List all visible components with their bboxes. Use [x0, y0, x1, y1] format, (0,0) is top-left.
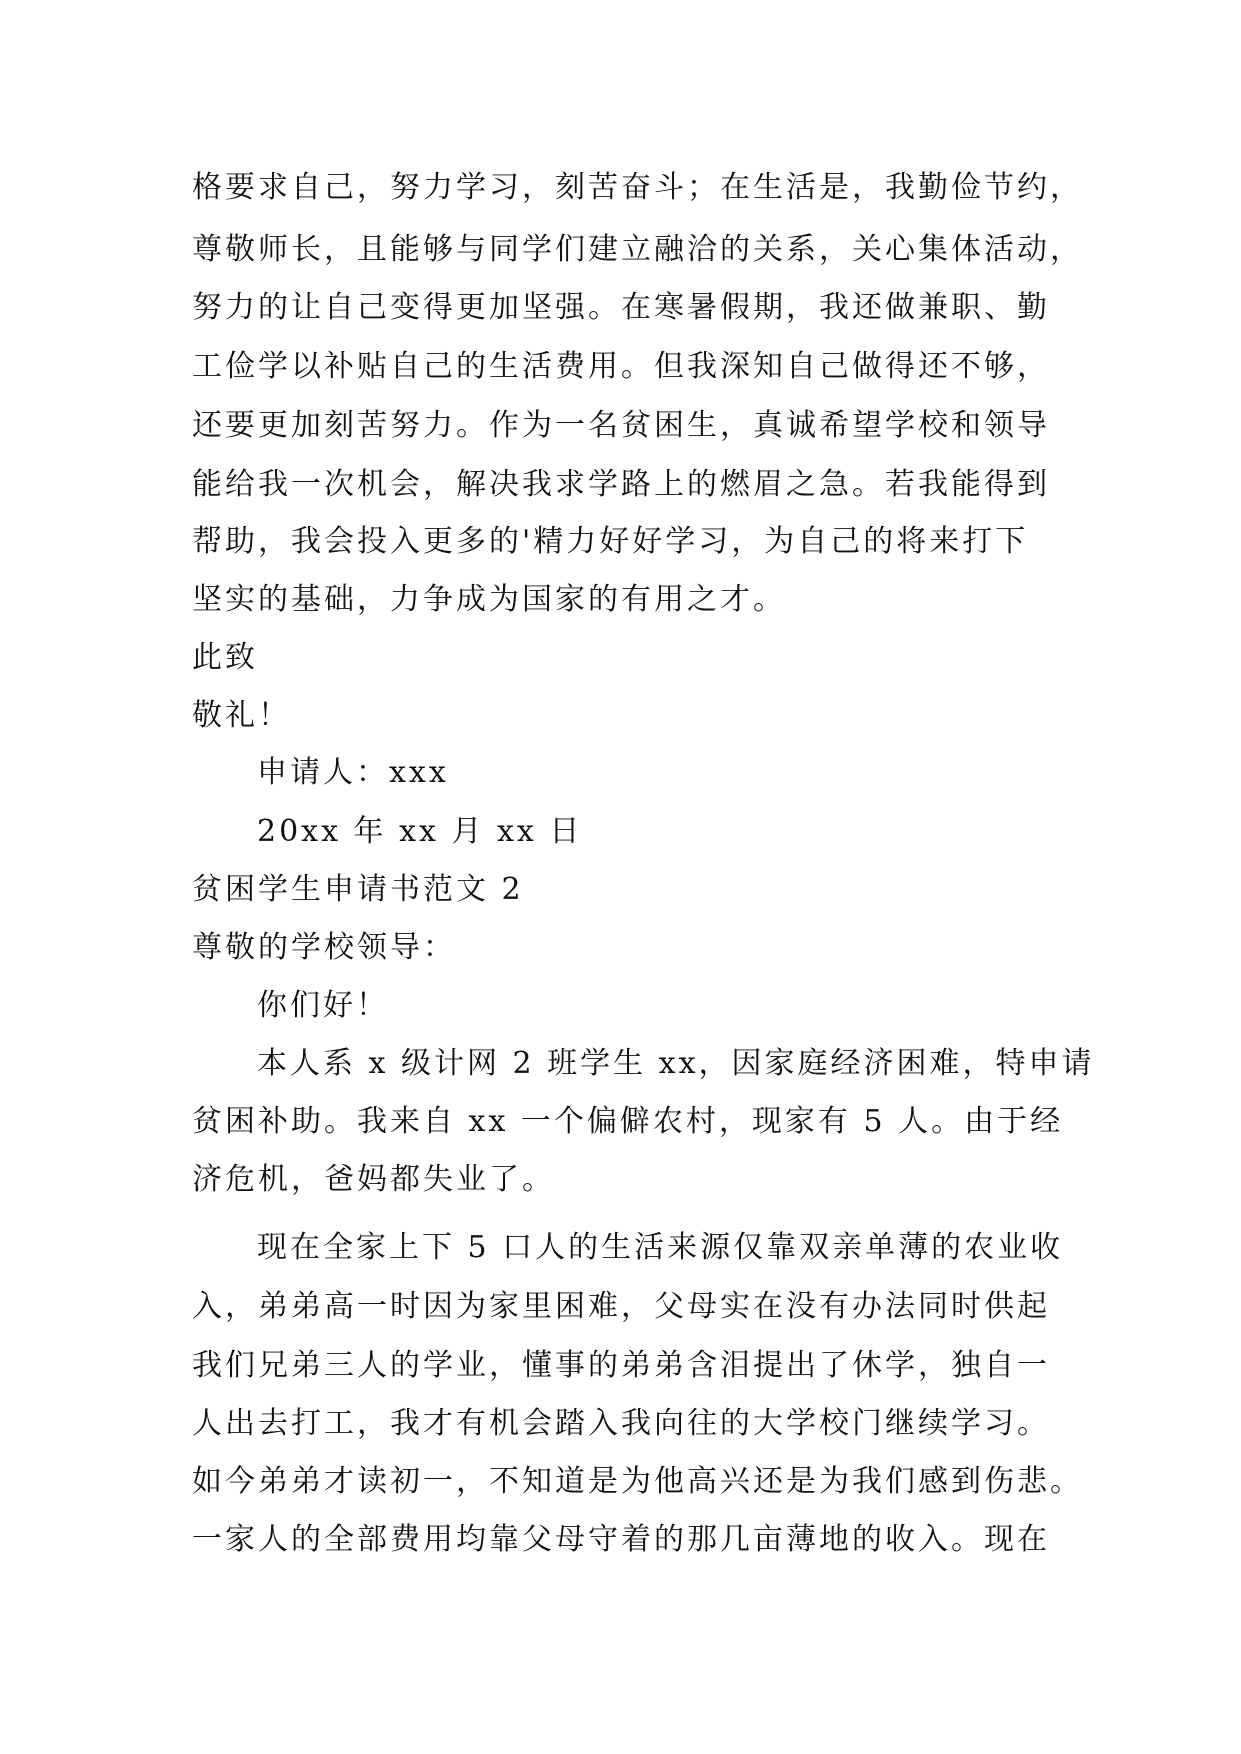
body-line: 本人系 x 级计网 2 班学生 xx，因家庭经济困难，特申请	[257, 1046, 1095, 1081]
body-line: 格要求自己，努力学习，刻苦奋斗；在生活是，我勤俭节约，	[192, 170, 1083, 205]
greeting-line: 你们好！	[257, 988, 389, 1023]
salutation-line: 敬礼！	[192, 698, 291, 733]
applicant-line: 申请人：xxx	[257, 755, 449, 790]
date-line: 20xx 年 xx 月 xx 日	[257, 814, 583, 849]
body-line: 一家人的全部费用均靠父母守着的那几亩薄地的收入。现在	[192, 1522, 1050, 1557]
body-line: 能给我一次机会，解决我求学路上的燃眉之急。若我能得到	[192, 467, 1050, 502]
body-line: 如今弟弟才读初一，不知道是为他高兴还是为我们感到伤悲。	[192, 1464, 1083, 1499]
body-line: 尊敬师长，且能够与同学们建立融洽的关系，关心集体活动，	[192, 232, 1083, 267]
body-line: 人出去打工，我才有机会踏入我向往的大学校门继续学习。	[192, 1406, 1050, 1441]
body-line: 坚实的基础，力争成为国家的有用之才。	[192, 582, 786, 617]
body-line: 还要更加刻苦努力。作为一名贫困生，真诚希望学校和领导	[192, 408, 1050, 443]
greeting-recipient: 尊敬的学校领导：	[192, 930, 456, 965]
body-line: 现在全家上下 5 口人的生活来源仅靠双亲单薄的农业收	[257, 1230, 1064, 1265]
body-line: 我们兄弟三人的学业，懂事的弟弟含泪提出了休学，独自一	[192, 1348, 1050, 1383]
body-line: 工俭学以补贴自己的生活费用。但我深知自己做得还不够，	[192, 349, 1050, 384]
body-line: 济危机，爸妈都失业了。	[192, 1162, 555, 1197]
body-line: 入，弟弟高一时因为家里困难，父母实在没有办法同时供起	[192, 1289, 1050, 1324]
section-title: 贫困学生申请书范文 2	[192, 872, 524, 907]
body-line: 帮助，我会投入更多的'精力好好学习，为自己的将来打下	[192, 524, 1029, 559]
body-line: 努力的让自己变得更加坚强。在寒暑假期，我还做兼职、勤	[192, 290, 1050, 325]
closing-line: 此致	[192, 640, 258, 675]
body-line: 贫困补助。我来自 xx 一个偏僻农村，现家有 5 人。由于经	[192, 1104, 1064, 1139]
